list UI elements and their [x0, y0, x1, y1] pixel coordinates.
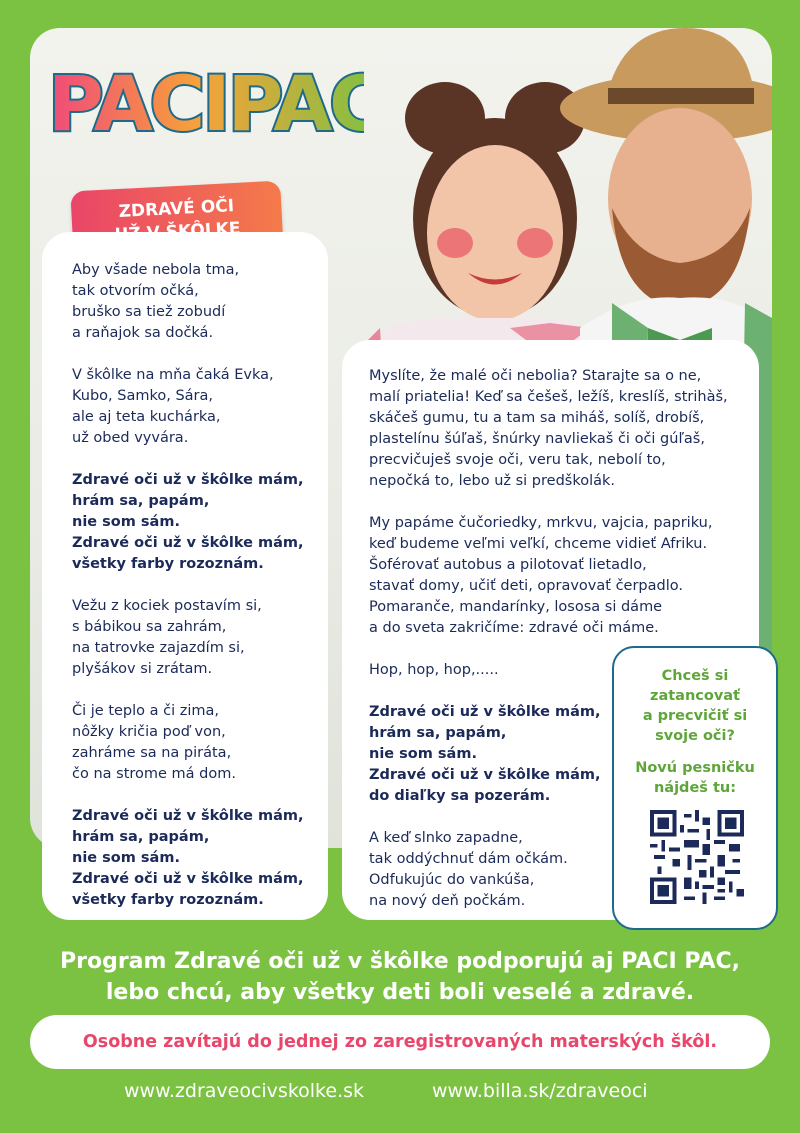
stanza: A keď slnko zapadne, tak oddýchnuť dám očkám. Odfukujúc do vankúša, na nový deň počkám.: [369, 830, 568, 909]
visit-note-text: Osobne zavítajú do jednej zo zaregistrovaných materských škôl.: [82, 1032, 718, 1052]
visit-note-banner: [30, 1015, 770, 1069]
logo-lettering: PACIPAC: [48, 59, 364, 148]
qr-find-text: Novú pesničku nájdeš tu:: [635, 760, 755, 796]
stanza: V škôlke na mňa čaká Evka, Kubo, Samko, Sára, ale aj teta kuchárka, už obed vyvára.: [72, 367, 274, 446]
qr-code-icon[interactable]: [650, 810, 744, 904]
stanza: Hop, hop, hop,.....: [369, 662, 499, 678]
chorus: Zdravé oči už v škôlke mám, hrám sa, papám, nie som sám. Zdravé oči už v škôlke mám, do diaľky sa pozerám.: [369, 704, 601, 804]
website-link-zdraveocivskolke[interactable]: www.zdraveocivskolke.sk: [124, 1080, 365, 1102]
program-line1: Program Zdravé oči už v škôlke podporujú aj PACI PAC,: [60, 949, 740, 974]
program-statement: [0, 946, 800, 1008]
song-lyrics-card-left: [42, 232, 328, 920]
website-links: [0, 1080, 800, 1108]
stanza: Či je teplo a či zima, nôžky kričia poď von, zahráme sa na piráta, čo na strome má dom.: [72, 703, 236, 782]
qr-prompt-text: Chceš si zatancovať a precvičiť si svoje oči?: [642, 668, 748, 744]
stanza: My papáme čučoriedky, mrkvu, vajcia, papriku, keď budeme veľmi veľkí, chceme vidieť Afriku. Šoférovať autobus a pilotovať lietadlo, stavať domy, učiť deti, opravovať čerpadlo. Pomaranče, mandarínky, lososa si dáme a do sveta zakričíme: zdravé oči máme.: [369, 515, 713, 636]
stanza: Myslíte, že malé oči nebolia? Starajte sa o ne, malí priatelia! Keď sa češeš, ležíš, kreslíš, strihàš, skáčeš gumu, tu a tam sa miháš, solíš, drobíš, plastelínu šúľaš, šnúrky navliekaš či oči gúľaš, precvičuješ svoje oči, veru tak, nebolí to, nepočká to, lebo už si predškolák.: [369, 368, 728, 489]
paci-pac-logo-art: [44, 58, 364, 148]
website-link-billa[interactable]: www.billa.sk/zdraveoci: [432, 1080, 648, 1102]
program-line2: lebo chcú, aby všetky deti boli veselé a zdravé.: [105, 980, 695, 1005]
paci-pac-logo: [44, 58, 364, 161]
qr-code-card: [612, 646, 778, 930]
stanza: Vežu z kociek postavím si, s bábikou sa zahrám, na tatrovke zajazdím si, plyšákov si zrátam.: [72, 598, 262, 677]
chorus: Zdravé oči už v škôlke mám, hrám sa, papám, nie som sám. Zdravé oči už v škôlke mám, všetky farby rozoznám.: [72, 808, 304, 908]
badge-line1: ZDRAVÉ OČI: [118, 196, 235, 223]
stanza: Aby všade nebola tma, tak otvorím očká, bruško sa tiež zobudí a raňajok sa dočká.: [72, 262, 240, 341]
chorus: Zdravé oči už v škôlke mám, hrám sa, papám, nie som sám. Zdravé oči už v škôlke mám, všetky farby rozoznám.: [72, 472, 304, 572]
